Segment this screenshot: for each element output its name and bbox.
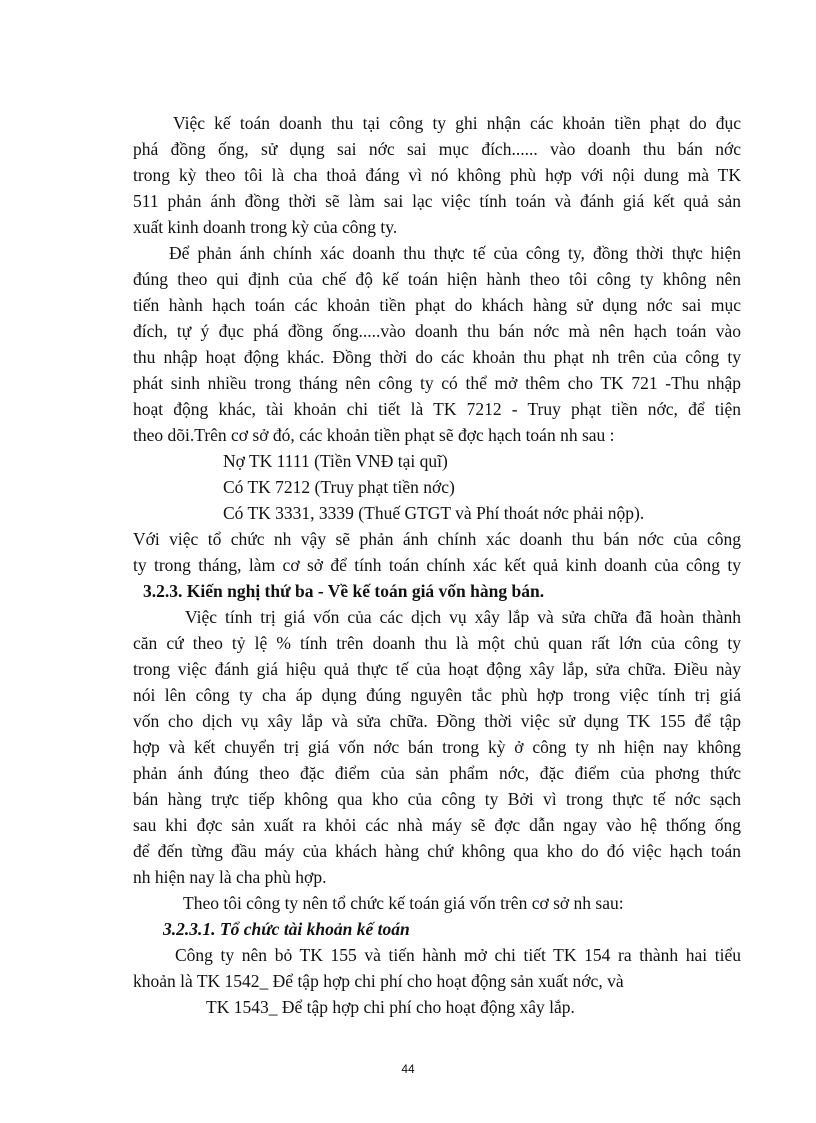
text-line: Với việc tổ chức nh vậy sẽ phản ánh chính xác doanh thu bán nớc của công	[133, 529, 741, 549]
text-line: phản ánh đúng theo đặc điểm của sản phẩm nớc, đặc điểm của phơng thức	[133, 763, 741, 783]
subsection-heading: 3.2.3.1. Tổ chức tài khoản kế toán	[163, 919, 410, 939]
text-line: TK 1543_ Để tập hợp chi phí cho hoạt động xây lắp.	[206, 997, 575, 1017]
text-line: 511 phản ánh đồng thời sẽ làm sai lạc việc tính toán và đánh giá kết quả sản	[133, 191, 741, 211]
text-line: phá đồng ống, sử dụng sai nớc sai mục đích...... vào doanh thu bán nớc	[133, 139, 741, 159]
text-line: xuất kinh doanh trong kỳ của công ty.	[133, 217, 398, 237]
text-line: Việc kế toán doanh thu tại công ty ghi nhận các khoản tiền phạt do đục	[173, 113, 741, 133]
text-line: hợp và kết chuyển trị giá vốn nớc bán trong kỳ ở công ty nh hiện nay không	[133, 737, 741, 757]
text-line: sau khi đợc sản xuất ra khỏi các nhà máy sẽ đợc dẫn ngay vào hệ thống ống	[133, 815, 741, 835]
text-line: đích, tự ý đục phá đồng ống.....vào doanh thu bán nớc mà nên hạch toán vào	[133, 321, 741, 341]
text-line: trong kỳ theo tôi là cha thoả đáng vì nó không phù hợp với nội dung mà TK	[133, 165, 741, 185]
text-line: hoạt động khác, tài khoản chi tiết là TK 7212 - Truy phạt tiền nớc, để tiện	[133, 399, 741, 419]
text-line: Công ty nên bỏ TK 155 và tiến hành mở chi tiết TK 154 ra thành hai tiểu	[175, 945, 741, 965]
text-line: bán hàng trực tiếp không qua kho của công ty Bởi vì trong thực tế nớc sạch	[133, 789, 741, 809]
journal-entry-line: Có TK 7212 (Truy phạt tiền nớc)	[223, 477, 455, 497]
text-line: Theo tôi công ty nên tổ chức kế toán giá vốn trên cơ sở nh sau:	[183, 893, 624, 913]
section-heading: 3.2.3. Kiến nghị thứ ba - Về kế toán giá vốn hàng bán.	[143, 581, 545, 601]
text-line: ty trong tháng, làm cơ sở để tính toán chính xác kết quả kinh doanh của công ty	[133, 555, 741, 575]
text-line: trong việc đánh giá hiệu quả thực tế của hoạt động xây lắp, sửa chữa. Điều này	[133, 659, 741, 679]
text-line: nh hiện nay là cha phù hợp.	[133, 867, 327, 887]
text-line: Để phản ánh chính xác doanh thu thực tế của công ty, đồng thời thực hiện	[169, 243, 741, 263]
text-line: khoản là TK 1542_ Để tập hợp chi phí cho hoạt động sản xuất nớc, và	[133, 971, 624, 991]
text-line: Việc tính trị giá vốn của các dịch vụ xây lắp và sửa chữa đã hoàn thành	[185, 607, 741, 627]
text-line: đúng theo qui định của chế độ kế toán hiện hành theo tôi công ty không nên	[133, 269, 741, 289]
journal-entry-line: Nợ TK 1111 (Tiền VNĐ tại quĩ)	[223, 451, 448, 471]
text-line: thu nhập hoạt động khác. Đồng thời do các khoản thu phạt nh trên của công ty	[133, 347, 741, 367]
text-line: theo dõi.Trên cơ sở đó, các khoản tiền phạt sẽ đợc hạch toán nh sau :	[133, 425, 615, 445]
journal-entry-line: Có TK 3331, 3339 (Thuế GTGT và Phí thoát nớc phải nộp).	[223, 503, 645, 523]
text-line: căn cứ theo tỷ lệ % tính trên doanh thu là một chủ quan rất lớn của công ty	[133, 633, 741, 653]
text-line: để đến từng đầu máy của khách hàng chứ không qua kho do đó việc hạch toán	[133, 841, 741, 861]
page-number: 44	[401, 1062, 415, 1076]
text-line: phát sinh nhiều trong tháng nên công ty có thể mở thêm cho TK 721 -Thu nhập	[133, 373, 741, 393]
text-line: vốn cho dịch vụ xây lắp và sửa chữa. Đồng thời việc sử dụng TK 155 để tập	[133, 711, 741, 731]
text-line: nói lên công ty cha áp dụng đúng nguyên tắc phù hợp trong việc tính trị giá	[133, 685, 741, 705]
text-line: tiến hành hạch toán các khoản tiền phạt do khách hàng sử dụng nớc sai mục	[133, 295, 741, 315]
